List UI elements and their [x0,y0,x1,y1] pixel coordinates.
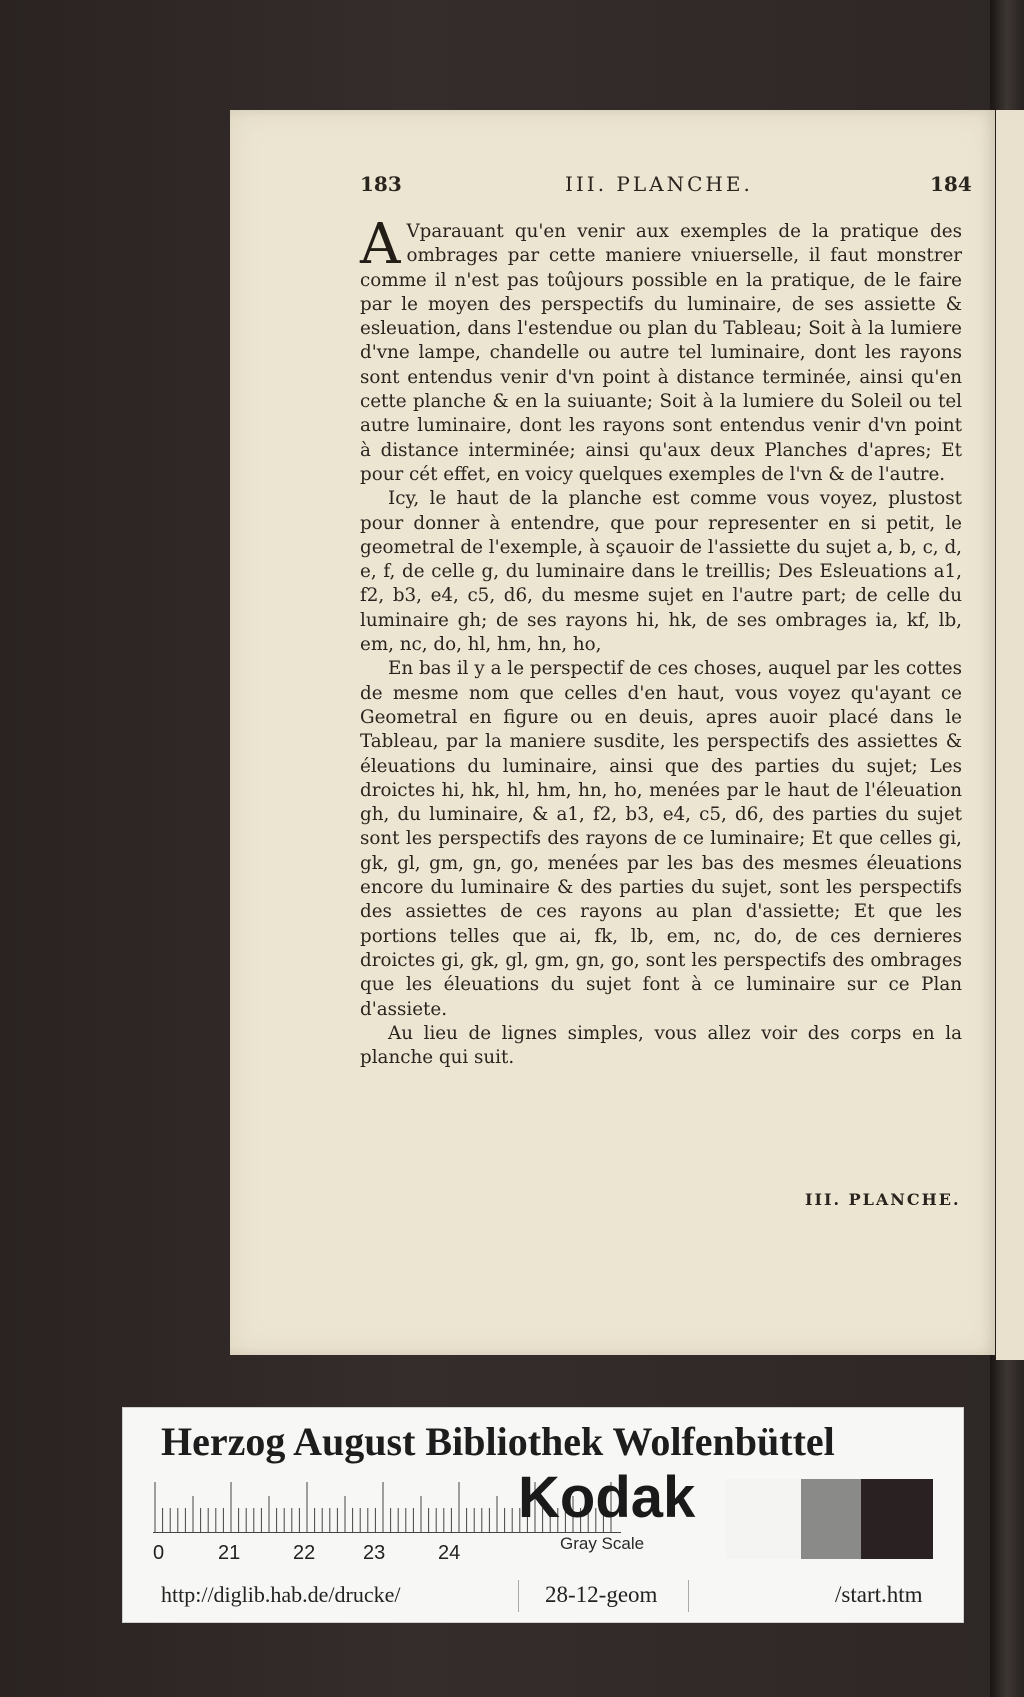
facing-page-edge [990,0,1024,1697]
page-header [230,172,995,202]
scale-label: 0 [153,1542,165,1564]
facing-page-strip [996,110,1024,1360]
divider [688,1580,689,1612]
gray-scale-label: Gray Scale [560,1534,645,1553]
paragraph-2: Icy, le haut de la planche est comme vous voyez, plustost pour donner à entendre, que pour representer en si petit, le geometral de l'exemple, à sçauoir de l'assiette du sujet a, b, c, d, e, f, de celle g, du luminaire dans le treillis; Des Esleuations a1, f2, b3, e4, c5, d6, du mesme sujet en l'autre part; de celle du luminaire gh; de ses rayons hi, hk, de ses ombrages ia, kf, lb, em, nc, do, hl, hm, hn, ho, [360,488,962,656]
scale-label: 23 [363,1542,386,1564]
body-text [360,212,962,1070]
folio-right: 184 [930,172,972,196]
folio-left: 183 [360,172,402,196]
paragraph-1 [360,212,962,487]
catchword: III. PLANCHE. [805,1190,961,1209]
paragraph-3: En bas il y a le perspectif de ces choses, auquel par les cottes de mesme nom que celles d'en haut, vous voyez qu'ayant ce Geometral en figure ou en deuis, apres auoir placé dans le Tableau, par la maniere susdite, les perspectifs des assiettes & éleuations du luminaire, ainsi que des parties du sujet; Les droictes hi, hk, hl, hm, hn, ho, menées par le haut de l'éleuation gh, du luminaire, & a1, f2, b3, e4, c5, d6, des parties du sujet sont les perspectifs des rayons de ce luminaire; Et que celles gi, gk, gl, gm, gn, go, menées par les bas des mesmes éleuations encore du luminaire & des parties du sujet, sont les perspectifs des assiettes de ces rayons au plan d'assiette; Et que les portions telles que ai, fk, lb, em, nc, do, de ces dernieres droictes gi, gk, gl, gm, gn, go, sont les perspectifs des ombrages que les éleuations du sujet font à ce luminaire sur ce Plan d'assiete. [360,658,962,1020]
kodak-brand: Kodak [518,1465,696,1530]
divider [518,1580,519,1612]
library-url: http://diglib.hab.de/drucke/ [161,1582,401,1607]
scale-label: 24 [438,1542,461,1564]
swatch-gray [801,1479,861,1559]
kodak-logo [518,1465,738,1563]
library-name: Herzog August Bibliothek Wolfenbüttel [161,1419,835,1464]
start-path: /start.htm [835,1582,923,1607]
running-title: III. PLANCHE. [565,172,753,196]
shelf-code: 28-12-geom [545,1582,658,1607]
scale-label: 22 [293,1542,316,1564]
drop-cap: A [360,212,401,277]
paragraph-text: Vparauant qu'en venir aux exemples de la pratique des ombrages par cette maniere vniuerselle, il faut monstrer comme il n'est pas toûjours possible en la pratique, de le faire par le moyen des perspectifs du luminaire, de ses assiette & esleuation, dans l'estendue ou plan du Tableau; Soit à la lumiere d'vne lampe, chandelle ou autre tel luminaire, dont les rayons sont entendus venir d'vn point à distance terminée, ainsi qu'en cette planche & en la suiuante; Soit à la lumiere du Soleil ou tel autre luminaire, dont les rayons sont entendus venir d'vn point à distance interminée; ainsi qu'aux deux Planches d'apres; Et pour cét effet, en voicy quelques exemples de l'vn & de l'autre. [360,221,962,485]
scale-label: 21 [218,1542,241,1564]
paragraph-4: Au lieu de lignes simples, vous allez voir des corps en la planche qui suit. [360,1022,962,1069]
color-target-card [122,1407,964,1623]
swatch-white [726,1479,811,1559]
book-page [230,110,995,1355]
swatch-black [861,1479,933,1559]
